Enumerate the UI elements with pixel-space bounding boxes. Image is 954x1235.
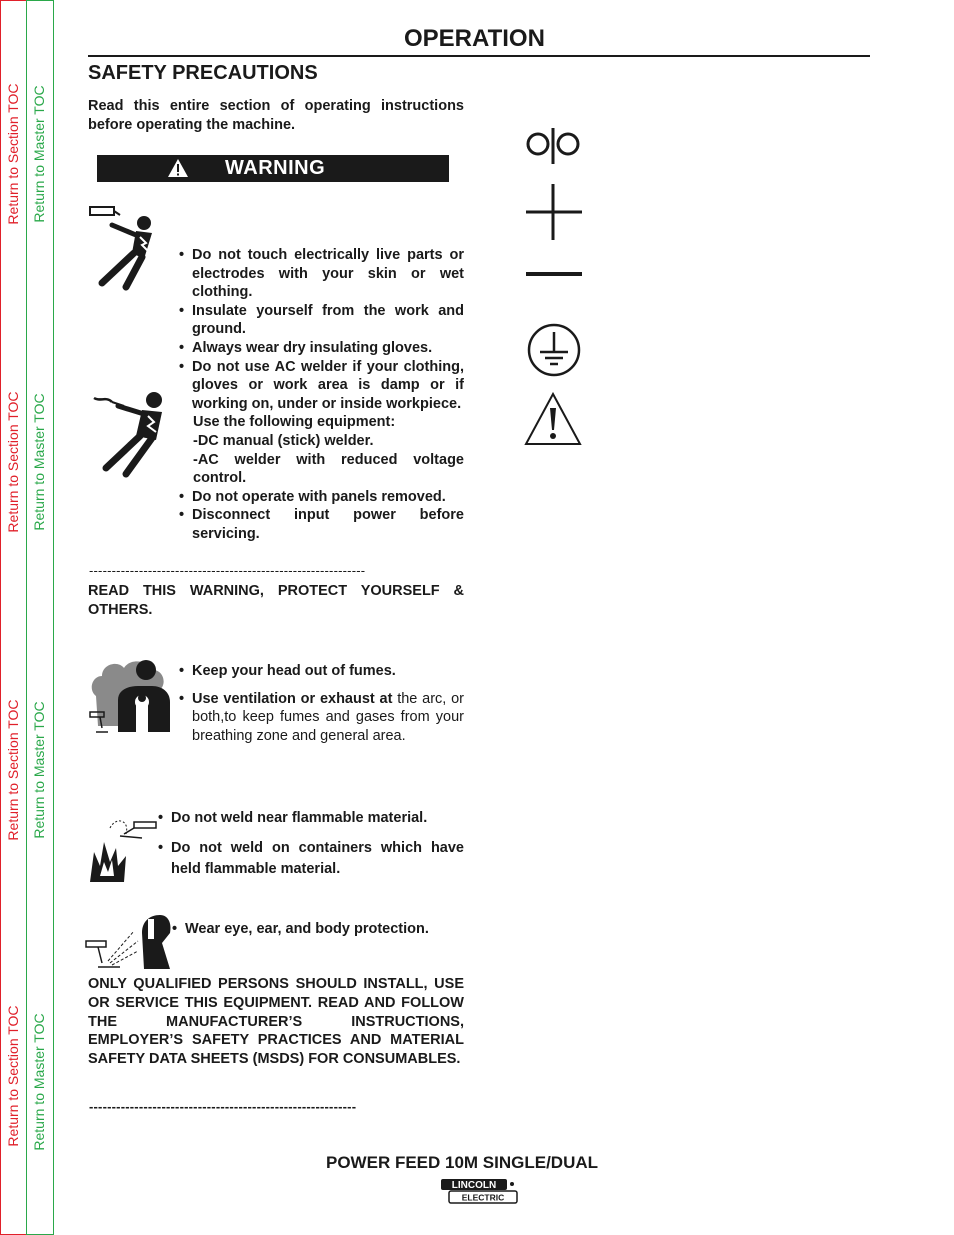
return-master-toc-link[interactable]: Return to Master TOC bbox=[31, 393, 47, 531]
qualified-persons-text: ONLY QUALIFIED PERSONS SHOULD INSTALL, USE OR SERVICE THIS EQUIPMENT. READ AND FOLLOW THE MANUFACTURER’S INSTRUCTIONS, EMPLOYER’S SAFETY PRACTICES AND MATERIAL SAFETY DATA SHEETS (MSDS) FOR CONSUMABLES. bbox=[88, 976, 464, 1068]
list-item: • Wear eye, ear, and body protection. bbox=[172, 920, 464, 939]
equipment-item: -AC welder with reduced voltage control. bbox=[193, 451, 464, 487]
return-section-toc-link[interactable]: Return to Section TOC bbox=[5, 1005, 21, 1147]
arc-rays-protection-icon bbox=[84, 913, 176, 971]
fumes-rest: the arc, or both,to keep fumes and gases from your breathing zone and general area. bbox=[192, 690, 465, 744]
list-item: • Disconnect input power before servicing. bbox=[179, 506, 464, 543]
list-item: • Do not use AC welder if your clothing, gloves or work area is damp or if working on, under or inside workpiece. bbox=[179, 358, 464, 414]
list-item bbox=[179, 690, 464, 746]
svg-text:LINCOLN: LINCOLN bbox=[451, 1180, 497, 1191]
equipment-intro: Use the following equipment: bbox=[193, 414, 396, 431]
separator-dashes: ----------------------------------------------------------- bbox=[89, 1099, 357, 1114]
title-rule bbox=[88, 55, 870, 57]
return-section-toc-link[interactable]: Return to Section TOC bbox=[5, 391, 21, 533]
return-master-toc-link[interactable]: Return to Master TOC bbox=[31, 701, 47, 839]
toc-sidebar bbox=[0, 0, 54, 1235]
section-title: SAFETY PRECAUTIONS bbox=[88, 62, 318, 84]
fumes-icon bbox=[88, 656, 174, 736]
equipment-item: -DC manual (stick) welder. bbox=[193, 432, 374, 449]
fumes-list bbox=[179, 662, 464, 745]
electric-shock-list bbox=[179, 246, 464, 544]
list-item: • Keep your head out of fumes. bbox=[179, 662, 464, 681]
fire-list bbox=[158, 809, 464, 880]
intro-text: Read this entire section of operating instructions before operating the machine. bbox=[88, 98, 464, 133]
separator-dashes: ------------------------------------------------------------- bbox=[89, 563, 366, 578]
warning-label: WARNING bbox=[225, 157, 326, 179]
page-title: OPERATION bbox=[404, 25, 545, 52]
protective-ground-icon bbox=[526, 322, 582, 378]
list-item: • Do not weld on containers which have held flammable material. bbox=[158, 838, 464, 880]
fire-explosion-icon bbox=[86, 812, 162, 884]
electric-shock-icon bbox=[88, 203, 160, 291]
return-master-toc-link[interactable]: Return to Master TOC bbox=[31, 1013, 47, 1151]
read-warning-text: READ THIS WARNING, PROTECT YOURSELF & OTHERS. bbox=[88, 583, 464, 618]
positive-icon bbox=[524, 182, 584, 242]
warning-triangle-icon bbox=[167, 158, 189, 178]
list-item: • Do not touch electrically live parts or electrodes with your skin or wet clothing. bbox=[179, 246, 464, 302]
negative-icon bbox=[524, 268, 584, 280]
list-item: • Insulate yourself from the work and ground. bbox=[179, 302, 464, 339]
fumes-bold: Use ventilation or exhaust at bbox=[192, 690, 393, 707]
list-item: • Always wear dry insulating gloves. bbox=[179, 339, 464, 358]
lincoln-electric-logo bbox=[440, 1178, 522, 1206]
list-item: • Do not weld near flammable material. bbox=[158, 809, 464, 828]
protection-list bbox=[172, 920, 464, 939]
return-section-toc-link[interactable]: Return to Section TOC bbox=[5, 699, 21, 841]
return-master-toc-link[interactable]: Return to Master TOC bbox=[31, 85, 47, 223]
warning-banner bbox=[97, 155, 449, 182]
return-section-toc-link[interactable]: Return to Section TOC bbox=[5, 83, 21, 225]
svg-text:ELECTRIC: ELECTRIC bbox=[461, 1192, 505, 1203]
footer-model: POWER FEED 10M SINGLE/DUAL bbox=[326, 1153, 599, 1172]
electric-shock-icon bbox=[92, 388, 174, 478]
caution-icon bbox=[524, 392, 582, 446]
input-power-icon bbox=[524, 126, 584, 166]
list-item: • Do not operate with panels removed. bbox=[179, 488, 464, 507]
